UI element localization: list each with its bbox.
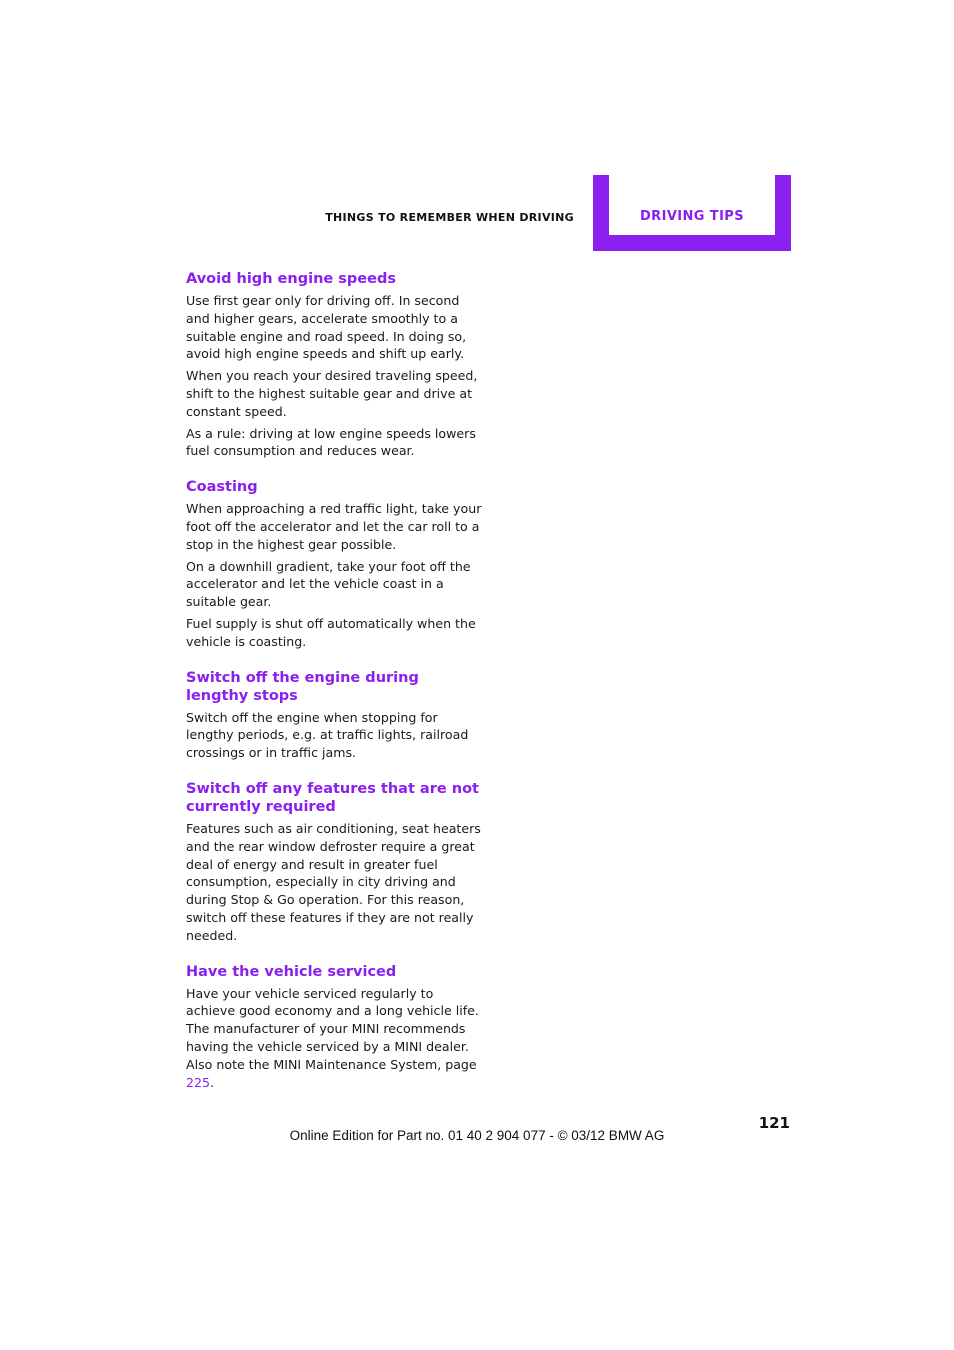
section-heading: Switch off any features that are not currently required: [186, 780, 479, 815]
chapter-header: THINGS TO REMEMBER WHEN DRIVING: [325, 211, 574, 224]
section-avoid-high-engine-speeds: [186, 270, 482, 460]
section-heading: Coasting: [186, 479, 258, 496]
paragraph: When you reach your desired traveling speed, shift to the highest suitable gear and drive at constant speed.: [186, 368, 478, 419]
paragraph: Features such as air conditioning, seat heaters and the rear window defroster require a great deal of energy and result in greater fuel consumption, especially in city driving and during Stop & Go operation. For this reason, switch off these features if they are not really needed.: [186, 820, 481, 943]
paragraph: When approaching a red traffic light, take your foot off the accelerator and let the car roll to a stop in the highest gear possible.: [186, 501, 482, 552]
paragraph: On a downhill gradient, take your foot off the accelerator and let the vehicle coast in a suitable gear.: [186, 558, 471, 610]
paragraph: Use first gear only for driving off. In second and higher gears, accelerate smoothly to a suitable engine and road speed. In doing so, avoid high engine speeds and shift up early.: [186, 293, 467, 362]
section-coasting: [186, 478, 482, 650]
paragraph: Switch off the engine when stopping for lengthy periods, e.g. at traffic lights, railroad crossings or in traffic jams.: [186, 709, 469, 761]
page-number: 121: [758, 1114, 790, 1132]
section-tab-inner: [609, 175, 775, 235]
paragraph-text: Have your vehicle serviced regularly to achieve good economy and a long vehicle life. The manufacturer of your MINI recommends having the vehicle serviced by a MINI dealer. Also note the MINI Maintenance System, page: [186, 985, 479, 1072]
page-reference-link[interactable]: 225: [186, 1074, 211, 1090]
paragraph: Fuel supply is shut off automatically when the vehicle is coasting.: [186, 615, 476, 649]
section-tab: [593, 175, 791, 251]
paragraph: As a rule: driving at low engine speeds lowers fuel consumption and reduces wear.: [186, 425, 476, 459]
main-content: [186, 270, 482, 1109]
section-heading: Have the vehicle serviced: [186, 963, 397, 980]
paragraph-end: .: [210, 1074, 215, 1090]
footer-edition-note: Online Edition for Part no. 01 40 2 904 077 - © 03/12 BMW AG: [289, 1128, 665, 1143]
section-heading: Switch off the engine during lengthy stops: [186, 669, 419, 704]
section-switch-off-features: [186, 780, 482, 945]
section-tab-label: DRIVING TIPS: [639, 209, 744, 224]
paragraph: [186, 985, 482, 1092]
section-switch-off-engine: [186, 669, 482, 762]
section-vehicle-serviced: [186, 963, 482, 1092]
section-heading: Avoid high engine speeds: [186, 271, 396, 287]
